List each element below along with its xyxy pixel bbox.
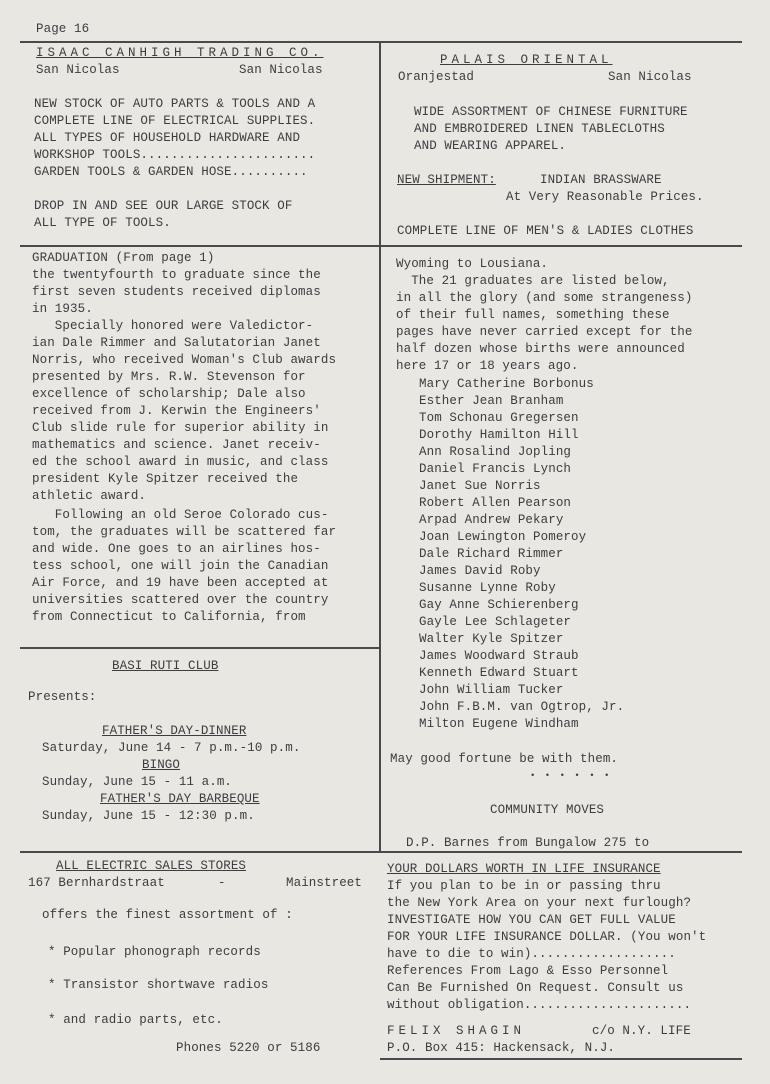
isaac-body-3: ALL TYPES OF HOUSEHOLD HARDWARE AND: [34, 131, 301, 145]
insurance-sign-name: FELIX SHAGIN: [387, 1024, 526, 1038]
graduate-name: Milton Eugene Windham: [419, 717, 579, 731]
graduation-line: the twentyfourth to graduate since the: [32, 268, 321, 282]
graduate-name: Tom Schonau Gregersen: [419, 411, 579, 425]
palais-title: PALAIS ORIENTAL: [440, 53, 613, 67]
graduate-name: Gayle Lee Schlageter: [419, 615, 572, 629]
isaac-body-5: GARDEN TOOLS & GARDEN HOSE..........: [34, 165, 308, 179]
electric-title: ALL ELECTRIC SALES STORES: [56, 859, 247, 873]
graduate-name: Arpad Andrew Pekary: [419, 513, 564, 527]
electric-address-left: 167 Bernhardstraat: [28, 876, 165, 890]
graduates-intro-line: here 17 or 18 years ago.: [396, 359, 579, 373]
graduate-name: Joan Lewington Pomeroy: [419, 530, 587, 544]
graduate-name: Dorothy Hamilton Hill: [419, 428, 579, 442]
graduates-intro-line: of their full names, something these: [396, 308, 670, 322]
graduation-line: ian Dale Rimmer and Salutatorian Janet: [32, 336, 321, 350]
insurance-sign-company: c/o N.Y. LIFE: [592, 1024, 691, 1038]
graduate-name: Dale Richard Rimmer: [419, 547, 564, 561]
bottom-rule: [380, 1058, 742, 1060]
palais-shipment-label: NEW SHIPMENT:: [397, 173, 496, 187]
electric-item-3: * and radio parts, etc.: [48, 1013, 223, 1027]
graduation-line: GRADUATION (From page 1): [32, 251, 215, 265]
palais-shipment-item: INDIAN BRASSWARE: [540, 173, 662, 187]
graduate-name: John F.B.M. van Ogtrop, Jr.: [419, 700, 625, 714]
isaac-body-4: WORKSHOP TOOLS.......................: [34, 148, 316, 162]
graduation-line: ed the school award in music, and class: [32, 455, 329, 469]
graduate-name: James David Roby: [419, 564, 541, 578]
insurance-line: without obligation......................: [387, 998, 692, 1012]
graduates-intro-line: half dozen whose births were announced: [396, 342, 685, 356]
insurance-line: FOR YOUR LIFE INSURANCE DOLLAR. (You won't: [387, 930, 707, 944]
electric-address-dash: -: [218, 876, 226, 890]
graduate-name: Janet Sue Norris: [419, 479, 541, 493]
graduation-line: tess school, one will join the Canadian: [32, 559, 329, 573]
graduate-name: Gay Anne Schierenberg: [419, 598, 579, 612]
palais-complete-line: COMPLETE LINE OF MEN'S & LADIES CLOTHES: [397, 224, 694, 238]
graduation-line: mathematics and science. Janet receiv-: [32, 438, 321, 452]
graduation-line: and wide. One goes to an airlines hos-: [32, 542, 321, 556]
palais-location-right: San Nicolas: [608, 70, 692, 84]
insurance-line: INVESTIGATE HOW YOU CAN GET FULL VALUE: [387, 913, 676, 927]
graduation-line: Specially honored were Valedictor-: [32, 319, 314, 333]
insurance-title: YOUR DOLLARS WORTH IN LIFE INSURANCE: [387, 862, 661, 876]
graduation-line: presented by Mrs. R.W. Stevenson for: [32, 370, 306, 384]
basi-event1-title: FATHER'S DAY-DINNER: [102, 724, 247, 738]
basi-presents: Presents:: [28, 690, 97, 704]
graduate-name: John William Tucker: [419, 683, 564, 697]
isaac-body-2: COMPLETE LINE OF ELECTRICAL SUPPLIES.: [34, 114, 316, 128]
community-moves-first: D.P. Barnes from Bungalow 275 to: [406, 836, 650, 850]
graduation-line: first seven students received diplomas: [32, 285, 321, 299]
palais-body-2: AND EMBROIDERED LINEN TABLECLOTHS: [414, 122, 665, 136]
graduates-intro-line: pages have never carried except for the: [396, 325, 693, 339]
graduates-intro-line: Wyoming to Lousiana.: [396, 257, 549, 271]
graduation-line: Club slide rule for superior ability in: [32, 421, 329, 435]
palais-body-1: WIDE ASSORTMENT OF CHINESE FURNITURE: [414, 105, 688, 119]
graduates-intro-line: in all the glory (and some strangeness): [396, 291, 693, 305]
graduate-name: Ann Rosalind Jopling: [419, 445, 572, 459]
insurance-line: References From Lago & Esso Personnel: [387, 964, 669, 978]
top-rule: [20, 41, 742, 43]
basi-event3-time: Sunday, June 15 - 12:30 p.m.: [42, 809, 255, 823]
graduates-intro-line: The 21 graduates are listed below,: [396, 274, 670, 288]
graduation-line: from Connecticut to California, from: [32, 610, 306, 624]
insurance-line: If you plan to be in or passing thru: [387, 879, 661, 893]
insurance-sign-address: P.O. Box 415: Hackensack, N.J.: [387, 1041, 616, 1055]
graduate-name: James Woodward Straub: [419, 649, 579, 663]
graduate-name: Walter Kyle Spitzer: [419, 632, 564, 646]
electric-offers: offers the finest assortment of :: [42, 908, 293, 922]
palais-location-left: Oranjestad: [398, 70, 475, 84]
graduate-name: Esther Jean Branham: [419, 394, 564, 408]
graduation-line: Air Force, and 19 have been accepted at: [32, 576, 329, 590]
electric-item-2: * Transistor shortwave radios: [48, 978, 269, 992]
isaac-title: ISAAC CANHIGH TRADING CO.: [36, 46, 324, 60]
graduation-line: received from J. Kerwin the Engineers': [32, 404, 321, 418]
electric-phones: Phones 5220 or 5186: [176, 1041, 321, 1055]
basi-event2-time: Sunday, June 15 - 11 a.m.: [42, 775, 233, 789]
community-moves-title: COMMUNITY MOVES: [490, 803, 605, 817]
graduation-line: Following an old Seroe Colorado cus-: [32, 508, 329, 522]
graduates-closing: May good fortune be with them.: [390, 752, 619, 766]
insurance-line: Can Be Furnished On Request. Consult us: [387, 981, 684, 995]
electric-item-1: * Popular phonograph records: [48, 945, 261, 959]
electric-address-right: Mainstreet: [286, 876, 363, 890]
graduation-line: universities scattered over the country: [32, 593, 329, 607]
insurance-line: have to die to win)...................: [387, 947, 676, 961]
basi-event2-title: BINGO: [142, 758, 181, 772]
palais-shipment-price: At Very Reasonable Prices.: [506, 190, 704, 204]
isaac-location-left: San Nicolas: [36, 63, 120, 77]
isaac-dropin-1: DROP IN AND SEE OUR LARGE STOCK OF: [34, 199, 293, 213]
graduation-line: in 1935.: [32, 302, 93, 316]
isaac-body-1: NEW STOCK OF AUTO PARTS & TOOLS AND A: [34, 97, 316, 111]
graduate-name: Robert Allen Pearson: [419, 496, 572, 510]
graduate-name: Daniel Francis Lynch: [419, 462, 572, 476]
graduate-name: Mary Catherine Borbonus: [419, 377, 594, 391]
graduation-line: tom, the graduates will be scattered far: [32, 525, 337, 539]
graduate-name: Susanne Lynne Roby: [419, 581, 556, 595]
section-rule-left: [20, 647, 380, 649]
palais-body-3: AND WEARING APPAREL.: [414, 139, 567, 153]
page-number: Page 16: [36, 22, 90, 36]
section-rule-1: [20, 245, 742, 247]
basi-event1-time: Saturday, June 14 - 7 p.m.-10 p.m.: [42, 741, 301, 755]
graduation-line: excellence of scholarship; Dale also: [32, 387, 306, 401]
graduation-line: president Kyle Spitzer received the: [32, 472, 299, 486]
insurance-line: the New York Area on your next furlough?: [387, 896, 692, 910]
separator-dots: • • • • • •: [530, 771, 612, 781]
graduation-line: Norris, who received Woman's Club awards: [32, 353, 337, 367]
isaac-dropin-2: ALL TYPE OF TOOLS.: [34, 216, 171, 230]
basi-title: BASI RUTI CLUB: [112, 659, 219, 673]
column-divider: [379, 41, 381, 853]
graduate-name: Kenneth Edward Stuart: [419, 666, 579, 680]
basi-event3-title: FATHER'S DAY BARBEQUE: [100, 792, 260, 806]
isaac-location-right: San Nicolas: [239, 63, 323, 77]
graduation-line: athletic award.: [32, 489, 147, 503]
